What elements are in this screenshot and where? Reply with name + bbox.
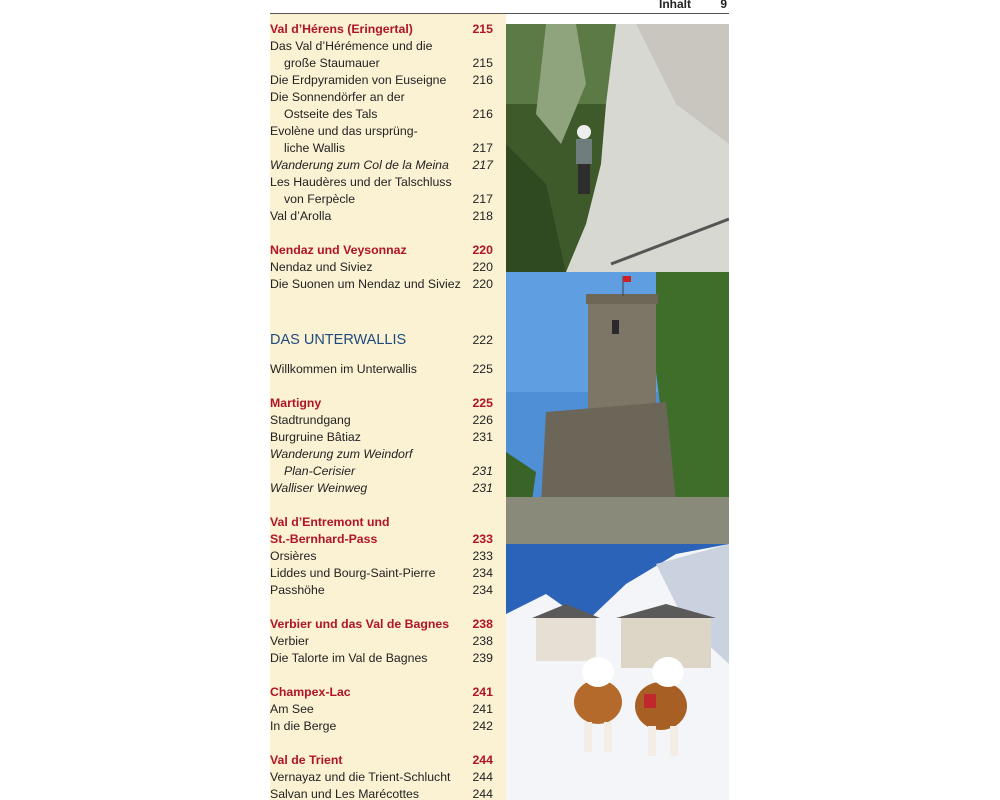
toc-entry-title: Stadtrundgang [270,413,351,427]
toc-section-heading [270,531,506,548]
toc-entry [270,55,506,72]
toc-entry-title: Die Talorte im Val de Bagnes [270,651,428,665]
photo-column [506,24,729,800]
toc-entry-page: 215 [472,56,493,70]
toc-entry-title: Ostseite des Tals [284,107,378,121]
toc-entry-title: von Ferpècle [284,192,356,206]
toc-entry-page: 231 [472,464,493,478]
toc-entry-page: 217 [472,141,493,155]
toc-entry-title: Die Sonnendörfer an der [270,90,405,104]
toc-entry-title: Val de Trient [270,753,343,767]
toc-entry-title: Orsières [270,549,317,563]
toc-entry-title: Vernayaz und die Trient-Schlucht [270,770,451,784]
toc-entry-title: Verbier und das Val de Bagnes [270,617,450,631]
toc-entry-title: Les Haudères und der Talschluss [270,175,452,189]
toc-entry-page: 238 [472,634,493,648]
toc-entry [270,582,506,599]
header-title: Inhalt [659,0,691,11]
toc-entry-title: Salvan und Les Marécottes [270,787,420,800]
toc-section-heading [270,752,506,769]
toc-entry-page: 233 [472,549,493,563]
toc-entry-title: In die Berge [270,719,337,733]
toc-entry-page: 216 [472,107,493,121]
toc-entry-title: Champex-Lac [270,685,351,699]
toc-entry-page: 244 [472,753,493,767]
toc-section-heading [270,514,506,531]
toc-entry-title: Am See [270,702,314,716]
toc-entry-title: große Staumauer [284,56,380,70]
toc-entry [270,157,506,174]
toc-entry-title: liche Wallis [284,141,346,155]
toc-entry-title: Nendaz und Siviez [270,260,373,274]
toc-entry-title: Val d’Hérens (Eringertal) [270,22,413,36]
toc-entry-title: Die Suonen um Nendaz und Siviez [270,277,461,291]
toc-entry-page: 244 [472,770,493,784]
toc-entry [270,174,506,191]
toc-entry [270,446,506,463]
toc-entry [270,123,506,140]
toc-section-heading [270,395,506,412]
page-header [270,0,729,14]
toc-entry [270,191,506,208]
toc-entry [270,72,506,89]
toc-entry-title: Die Erdpyramiden von Euseigne [270,73,447,87]
toc-entry [270,276,506,293]
toc-entry-title: Passhöhe [270,583,325,597]
toc-entry-page: 225 [472,396,493,410]
toc-entry-page: 218 [472,209,493,223]
toc-entry [270,38,506,55]
toc-entry-title: Nendaz und Veysonnaz [270,243,407,257]
toc-entry [270,633,506,650]
toc-entry [270,718,506,735]
photo-climber [506,24,729,272]
toc-entry-title: Wanderung zum Col de la Meina [270,158,449,172]
toc-entry-title: Wanderung zum Weindorf [270,447,413,461]
toc-entry-page: 234 [472,583,493,597]
toc-section-heading [270,684,506,701]
photo-castle [506,272,729,544]
photo-dogs [506,544,729,800]
toc-entry [270,463,506,480]
toc-entry [270,786,506,800]
toc-entry-page: 242 [472,719,493,733]
toc-entry [270,106,506,123]
toc-entry [270,412,506,429]
toc-entry [270,565,506,582]
toc-entry-page: 233 [472,532,493,546]
toc-entry-title: Das Val d’Hérémence und die [270,39,433,53]
toc-entry-title: DAS UNTERWALLIS [270,332,407,348]
toc-entry [270,361,506,378]
page-number: 9 [720,0,727,11]
climber-image [506,24,729,272]
toc-entry-page: 220 [472,277,493,291]
toc-entry-title: Val d’Entremont und [270,515,390,529]
toc-entry-title: Martigny [270,396,322,410]
toc-entry-title: Willkommen im Unterwallis [270,362,417,376]
toc-entry-page: 238 [472,617,493,631]
toc-section-heading [270,616,506,633]
toc-entry-page: 225 [472,362,493,376]
toc-entry [270,480,506,497]
toc-entry-page: 220 [472,260,493,274]
toc-entry [270,140,506,157]
toc-entry [270,769,506,786]
toc-entry-title: Liddes und Bourg-Saint-Pierre [270,566,436,580]
toc-section-heading [270,21,506,38]
castle-image [506,272,729,544]
toc-entry [270,89,506,106]
toc-entry-page: 216 [472,73,493,87]
toc-entry-page: 241 [472,702,493,716]
toc-entry-page: 215 [472,22,493,36]
toc-entry-page: 220 [472,243,493,257]
toc-entry [270,548,506,565]
toc-entry [270,429,506,446]
toc-entry-title: Walliser Weinweg [270,481,368,495]
toc-entry [270,208,506,225]
toc-entry-page: 239 [472,651,493,665]
dogs-image [506,544,729,800]
toc-entry-title: Val d’Arolla [270,209,332,223]
toc-entry-page: 222 [472,333,493,347]
toc-entry-title: St.-Bernhard-Pass [270,532,378,546]
toc-section-heading [270,330,506,350]
toc-entry [270,650,506,667]
toc-entry-page: 231 [472,430,493,444]
table-of-contents [270,14,506,800]
toc-entry-page: 244 [472,787,493,800]
toc-entry-title: Plan-Cerisier [284,464,356,478]
toc-entry [270,701,506,718]
toc-entry-page: 217 [472,158,493,172]
toc-entry-page: 234 [472,566,493,580]
toc-section-heading [270,242,506,259]
toc-entry [270,259,506,276]
toc-entry-page: 231 [472,481,493,495]
toc-entry-title: Burgruine Bâtiaz [270,430,361,444]
toc-entry-page: 226 [472,413,493,427]
toc-entry-title: Evolène und das ursprüng- [270,124,418,138]
toc-entry-title: Verbier [270,634,309,648]
toc-entry-page: 241 [472,685,493,699]
toc-entry-page: 217 [472,192,493,206]
